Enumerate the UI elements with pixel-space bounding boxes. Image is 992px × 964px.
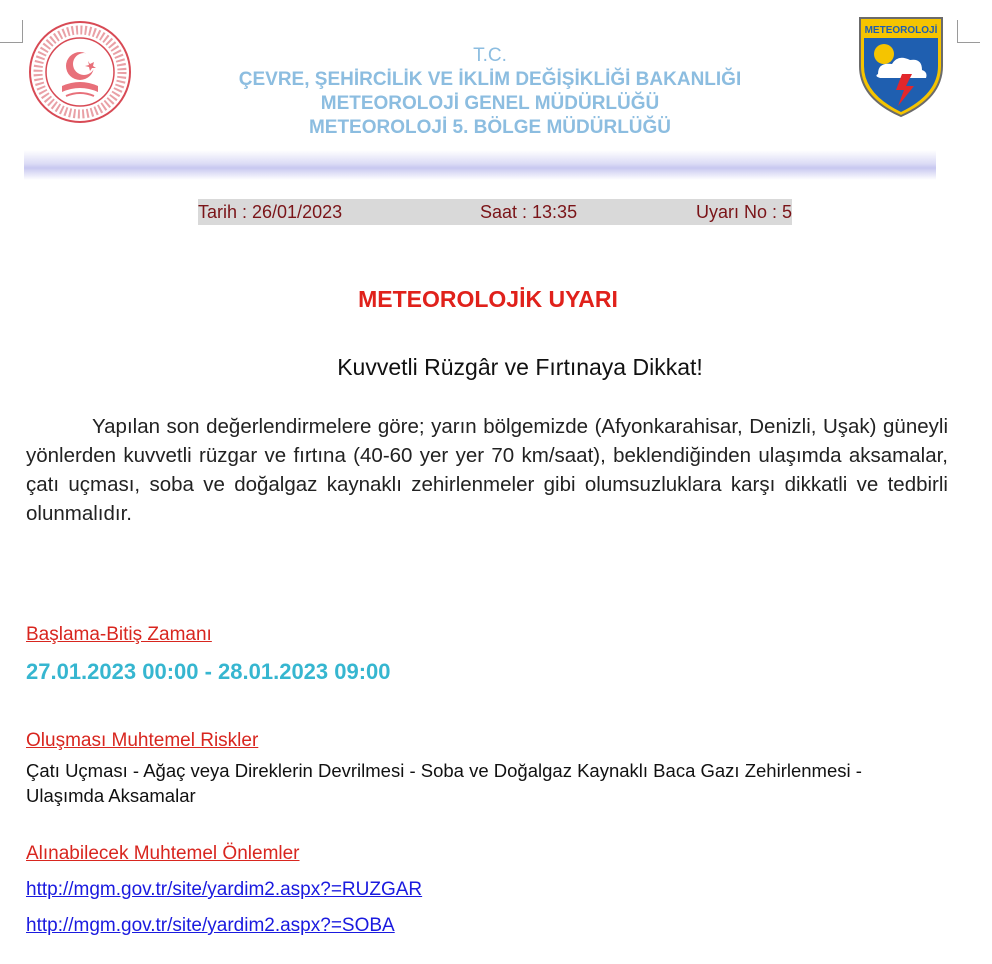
meteoroloji-shield-icon — [856, 14, 946, 118]
timing-value: 27.01.2023 00:00 - 28.01.2023 09:00 — [26, 659, 391, 684]
header-tc: T.C. — [473, 45, 507, 66]
warning-info-bar — [198, 199, 792, 225]
header-ministry: ÇEVRE, ŞEHİRCİLİK VE İKLİM DEĞİŞİKLİĞİ BAKANLIĞI — [238, 69, 742, 90]
measures-heading: Alınabilecek Muhtemel Önlemler — [26, 843, 300, 864]
ministry-seal-icon — [28, 20, 132, 124]
measure-link-soba[interactable]: http://mgm.gov.tr/site/yardim2.aspx?=SOBA — [26, 915, 395, 936]
page-corner-mark-left — [0, 20, 23, 43]
ministry-header — [160, 44, 820, 140]
page-corner-mark-right — [957, 20, 980, 43]
warning-title: METEOROLOJİK UYARI — [358, 286, 618, 312]
risks-heading: Oluşması Muhtemel Riskler — [26, 730, 259, 751]
measure-link-ruzgar[interactable]: http://mgm.gov.tr/site/yardim2.aspx?=RUZGAR — [26, 879, 423, 900]
header-divider-band — [24, 150, 936, 180]
risks-text: Çatı Uçması - Ağaç veya Direklerin Devrilmesi - Soba ve Doğalgaz Kaynaklı Baca Gazı Zehirlenmesi - Ulaşımda Aksamalar — [26, 760, 862, 806]
warning-number: Uyarı No : 5 — [695, 202, 792, 222]
warning-subtitle: Kuvvetli Rüzgâr ve Fırtınaya Dikkat! — [337, 354, 703, 380]
svg-text:METEOROLOJİ: METEOROLOJİ — [864, 25, 938, 36]
header-directorate: METEOROLOJİ GENEL MÜDÜRLÜĞÜ — [320, 93, 660, 114]
timing-heading: Başlama-Bitiş Zamanı — [26, 624, 212, 645]
warning-date: Tarih : 26/01/2023 — [198, 202, 343, 222]
warning-time: Saat : 13:35 — [480, 202, 578, 222]
warning-body: Yapılan son değerlendirmelere göre; yarın bölgemizde (Afyonkarahisar, Denizli, Uşak) güneyli yönlerden kuvvetli rüzgar ve fırtına (40-60 yer yer 70 km/saat), beklendiğinden ulaşımda aksamalar, çatı uçması, soba ve doğalgaz kaynaklı zehirlenmeler gibi olumsuzluklara karşı dikkatli ve tedbirli olunmalıdır. — [26, 415, 948, 525]
header-region: METEOROLOJİ 5. BÖLGE MÜDÜRLÜĞÜ — [308, 117, 672, 138]
